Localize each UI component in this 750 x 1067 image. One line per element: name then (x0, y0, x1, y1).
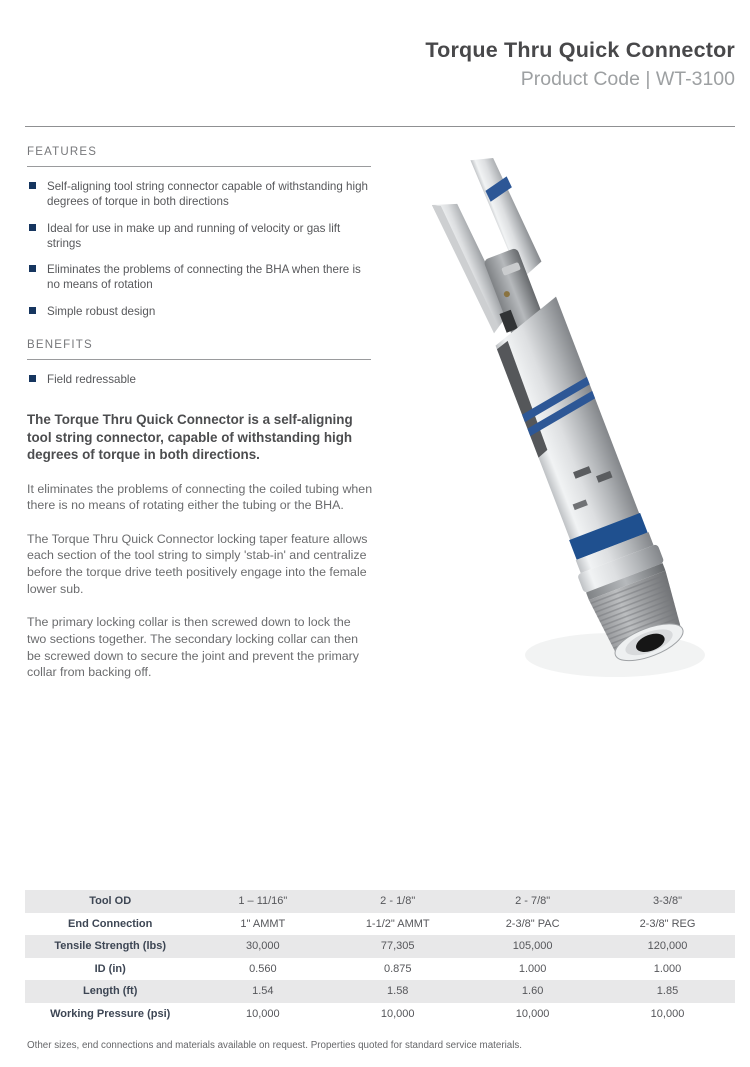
cell: 10,000 (515, 1007, 550, 1020)
row-label: End Connection (68, 917, 153, 930)
benefits-heading: BENEFITS (27, 339, 93, 352)
list-item (27, 304, 373, 319)
benefits-section (27, 339, 373, 387)
features-divider (27, 166, 371, 167)
features-section (27, 146, 373, 319)
description-section (27, 411, 373, 680)
table-row (25, 1003, 735, 1026)
row-label: Working Pressure (psi) (50, 1007, 171, 1020)
table-row (25, 980, 735, 1003)
product-photo (375, 150, 735, 695)
feature-text: Simple robust design (47, 304, 156, 318)
bullet-square-icon (29, 265, 36, 272)
header (425, 38, 735, 91)
cell: 1.000 (653, 962, 682, 975)
table-row (25, 958, 735, 981)
cell: 2 - 1/8" (380, 895, 416, 908)
table-row (25, 890, 735, 913)
list-item (27, 262, 373, 293)
header-divider (25, 126, 735, 127)
bullet-square-icon (29, 182, 36, 189)
list-item (27, 179, 373, 210)
spec-table (25, 890, 735, 1025)
row-label: ID (in) (94, 962, 126, 975)
left-column (27, 146, 373, 698)
features-list (27, 179, 373, 319)
row-label: Tool OD (89, 895, 132, 908)
lead-paragraph: The Torque Thru Quick Connector is a self-aligning tool string connector, capable of withstanding high degrees of torque in both directions. (27, 412, 353, 463)
cell: 10,000 (650, 1007, 685, 1020)
page-title: Torque Thru Quick Connector (425, 38, 735, 62)
bullet-square-icon (29, 224, 36, 231)
cell: 105,000 (512, 940, 553, 953)
cell: 30,000 (246, 940, 280, 953)
cell: 10,000 (246, 1007, 280, 1020)
benefits-list (27, 372, 373, 387)
feature-text: Ideal for use in make up and running of velocity or gas lift strings (47, 221, 341, 250)
cell: 3-3/8" (653, 895, 682, 908)
benefits-divider (27, 359, 371, 360)
cell: 0.560 (249, 962, 277, 975)
list-item (27, 221, 373, 252)
cell: 1.54 (252, 985, 274, 998)
feature-text: Eliminates the problems of connecting the BHA when there is no means of rotation (47, 263, 361, 292)
footer-note: Other sizes, end connections and materials available on request. Properties quoted for standard service materials. (27, 1040, 523, 1051)
paragraph: It eliminates the problems of connecting the coiled tubing when there is no means of rotating either the tubing or the BHA. (27, 481, 373, 513)
paragraph: The Torque Thru Quick Connector locking taper feature allows each section of the tool string to simply 'stab-in' and centralize before the torque drive teeth positively engage into the female lower sub. (27, 531, 368, 596)
cell: 1.000 (518, 962, 547, 975)
cell: 1 – 11/16" (238, 895, 288, 908)
paragraph: The primary locking collar is then screwed down to lock the two sections together. The secondary locking collar can then be screwed down to secure the joint and prevent the primary collar from backing off. (27, 615, 359, 680)
row-label: Length (ft) (83, 985, 138, 998)
row-label: Tensile Strength (lbs) (54, 940, 167, 953)
cell: 1.58 (387, 985, 409, 998)
cell: 2 - 7/8" (515, 895, 551, 908)
cell: 1.85 (656, 985, 679, 998)
feature-text: Self-aligning tool string connector capable of withstanding high degrees of torque in both directions (47, 180, 368, 209)
cell: 2-3/8" REG (639, 917, 696, 930)
cell: 2-3/8" PAC (505, 917, 560, 930)
bullet-square-icon (29, 307, 36, 314)
list-item (27, 372, 373, 387)
features-heading: FEATURES (27, 146, 98, 158)
table-row (25, 913, 735, 936)
bullet-square-icon (29, 375, 36, 382)
cell: 0.875 (383, 962, 412, 975)
cell: 1" AMMT (240, 917, 286, 930)
cell: 10,000 (380, 1007, 415, 1020)
cell: 1.60 (521, 985, 544, 998)
cell: 1-1/2" AMMT (365, 917, 430, 930)
product-code: Product Code | WT-3100 (520, 67, 735, 90)
table-row (25, 935, 735, 958)
cell: 77,305 (380, 940, 415, 953)
benefit-text: Field redressable (47, 373, 136, 387)
cell: 120,000 (647, 940, 688, 953)
